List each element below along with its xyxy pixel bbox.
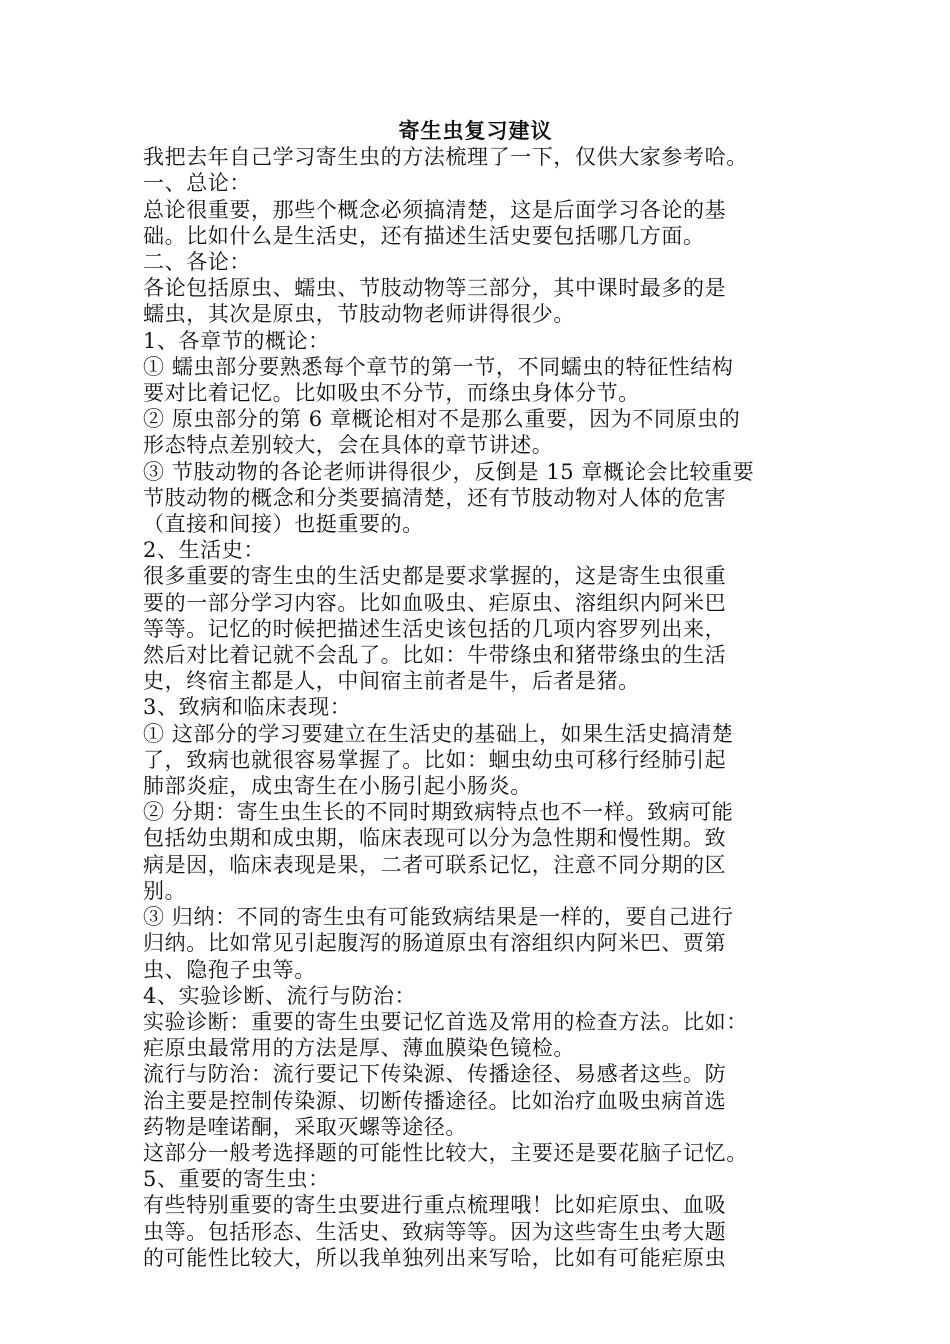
body-line: 肺部炎症，成虫寄生在小肠引起小肠炎。 bbox=[143, 774, 532, 799]
body-line: 虫、隐孢子虫等。 bbox=[143, 957, 316, 982]
document-title: 寄生虫复习建议 bbox=[398, 118, 553, 143]
body-line: 蠕虫，其次是原虫，节肢动物老师讲得很少。 bbox=[143, 302, 575, 327]
body-line: 史，终宿主都是人，中间宿主前者是牛，后者是猪。 bbox=[143, 669, 640, 694]
body-line: 要对比着记忆。比如吸虫不分节，而绦虫身体分节。 bbox=[143, 381, 640, 406]
body-line: ③ 归纳：不同的寄生虫有可能致病结果是一样的，要自己进行 bbox=[143, 905, 734, 930]
body-line: 治主要是控制传染源、切断传播途径。比如治疗血吸虫病首选 bbox=[143, 1088, 727, 1113]
subsection-heading: 3、致病和临床表现： bbox=[143, 695, 352, 720]
body-line: ② 原虫部分的第 6 章概论相对不是那么重要，因为不同原虫的 bbox=[143, 407, 741, 432]
body-line: 药物是喹诺酮，采取灭螺等途径。 bbox=[143, 1114, 467, 1139]
body-line: （直接和间接）也挺重要的。 bbox=[143, 512, 424, 537]
document-page bbox=[143, 118, 808, 1271]
body-line: 包括幼虫期和成虫期，临床表现可以分为急性期和慢性期。致 bbox=[143, 826, 727, 851]
body-line: 流行与防治：流行要记下传染源、传播途径、易感者这些。防 bbox=[143, 1062, 727, 1087]
section-heading: 二、各论： bbox=[143, 250, 251, 275]
body-line: 了，致病也就很容易掌握了。比如：蛔虫幼虫可移行经肺引起 bbox=[143, 747, 727, 772]
body-line: ② 分期：寄生虫生长的不同时期致病特点也不一样。致病可能 bbox=[143, 800, 734, 825]
body-line: 节肢动物的概念和分类要搞清楚，还有节肢动物对人体的危害 bbox=[143, 485, 727, 510]
body-line: 的可能性比较大，所以我单独列出来写哈，比如有可能疟原虫 bbox=[143, 1245, 727, 1270]
body-line: 有些特别重要的寄生虫要进行重点梳理哦！比如疟原虫、血吸 bbox=[143, 1193, 727, 1218]
body-line: 总论很重要，那些个概念必须搞清楚，这是后面学习各论的基 bbox=[143, 197, 727, 222]
body-line: 等等。记忆的时候把描述生活史该包括的几项内容罗列出来， bbox=[143, 616, 727, 641]
subsection-heading: 5、重要的寄生虫： bbox=[143, 1167, 330, 1192]
body-line: 要的一部分学习内容。比如血吸虫、疟原虫、溶组织内阿米巴 bbox=[143, 590, 727, 615]
subsection-heading: 1、各章节的概论： bbox=[143, 328, 330, 353]
body-line: ① 这部分的学习要建立在生活史的基础上，如果生活史搞清楚 bbox=[143, 721, 734, 746]
body-line: 各论包括原虫、蠕虫、节肢动物等三部分，其中课时最多的是 bbox=[143, 276, 727, 301]
document-body bbox=[143, 144, 808, 1271]
body-line: 虫等。包括形态、生活史、致病等等。因为这些寄生虫考大题 bbox=[143, 1219, 727, 1244]
body-line: 我把去年自己学习寄生虫的方法梳理了一下，仅供大家参考哈。 bbox=[143, 145, 748, 170]
subsection-heading: 2、生活史： bbox=[143, 538, 265, 563]
body-line: 病是因，临床表现是果，二者可联系记忆，注意不同分期的区 bbox=[143, 852, 727, 877]
body-line: 实验诊断：重要的寄生虫要记忆首选及常用的检查方法。比如： bbox=[143, 1009, 748, 1034]
body-line: 这部分一般考选择题的可能性比较大，主要还是要花脑子记忆。 bbox=[143, 1140, 748, 1165]
body-line: ③ 节肢动物的各论老师讲得很少，反倒是 15 章概论会比较重要 bbox=[143, 459, 755, 484]
body-line: 形态特点差别较大，会在具体的章节讲述。 bbox=[143, 433, 554, 458]
body-line: ① 蠕虫部分要熟悉每个章节的第一节，不同蠕虫的特征性结构 bbox=[143, 354, 734, 379]
body-line: 归纳。比如常见引起腹泻的肠道原虫有溶组织内阿米巴、贾第 bbox=[143, 931, 727, 956]
subsection-heading: 4、实验诊断、流行与防治： bbox=[143, 983, 417, 1008]
body-line: 疟原虫最常用的方法是厚、薄血膜染色镜检。 bbox=[143, 1036, 575, 1061]
section-heading: 一、总论： bbox=[143, 171, 251, 196]
body-line: 础。比如什么是生活史，还有描述生活史要包括哪几方面。 bbox=[143, 223, 705, 248]
body-line: 很多重要的寄生虫的生活史都是要求掌握的，这是寄生虫很重 bbox=[143, 564, 727, 589]
body-line: 别。 bbox=[143, 878, 187, 903]
body-line: 然后对比着记就不会乱了。比如：牛带绦虫和猪带绦虫的生活 bbox=[143, 643, 727, 668]
